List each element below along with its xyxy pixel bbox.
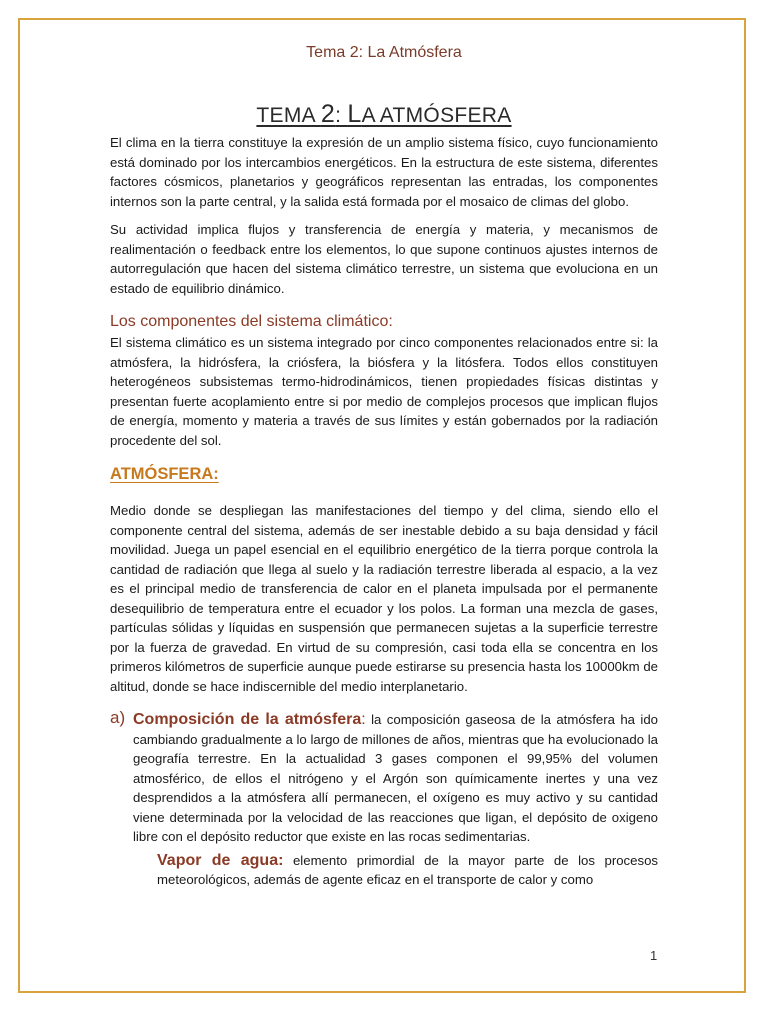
atmosfera-paragraph: Medio donde se despliegan las manifestaciones del tiempo y del clima, siendo ello el componente central del sistema, además de ser inestable debido a su baja densidad y fácil movilidad. Juega un papel esencial en el equilibrio energético de la tierra porque controla la cantidad de radiación que llega al suelo y la radiación terrestre liberada al espacio, a la vez es el principal medio de transferencia de calor en el planeta impulsada por el permanente desequilibrio de temperatura entre el ecuador y los polos. La forman una mezcla de gases, partículas sólidas y líquidas en suspensión que permanecen sujetas a la superficie terrestre por la fuerza de gravedad. En virtud de su compresión, casi toda ella se concentra en los primeros kilómetros de superficie aunque puede estirarse su presencia hasta los 10000km de altitud, donde se hace indiscernible del medio interplanetario. [110, 503, 658, 694]
components-heading: Los componentes del sistema climático: [110, 313, 393, 330]
list-marker-a: a) [110, 708, 126, 727]
composition-colon: : [361, 711, 366, 728]
title-number: 2 [320, 100, 336, 128]
vapor-paragraph [157, 851, 658, 890]
title-part2: : [335, 104, 348, 127]
components-paragraph: El sistema climático es un sistema integrado por cinco componentes relacionados entre si: la atmósfera, la hidrósfera, la criósfera, la biósfera y la litósfera. Todos ellos constituyen heterogéneos subsistemas termo-hidrodinámicos, tienen propiedades físicas distintas y presentan fuerte acoplamiento entre si por medio de complejos procesos que implican flujos de energía, momento y materia a través de sus límites y están gobernados por la radiación procedente del sol. [110, 335, 658, 448]
vapor-body: elemento primordial de la mayor parte de los procesos meteorológicos, además de agente eficaz en el transporte de calor y como [157, 852, 658, 887]
composition-paragraph [133, 710, 658, 847]
composition-term: Composición de la atmósfera [133, 711, 362, 728]
intro-paragraph-2: Su actividad implica flujos y transferencia de energía y materia, y mecanismos de realimentación o feedback entre los elementos, lo que supone continuos ajustes internos de autorregulación que hacen del sistema climático terrestre, un sistema que evoluciona en un estado de equilibrio dinámico. [110, 222, 658, 296]
vapor-term: Vapor de agua: [157, 851, 284, 869]
title-capital: L [347, 100, 362, 128]
running-header: Tema 2: La Atmósfera [306, 44, 462, 61]
page-number: 1 [650, 948, 658, 963]
title-part3: A ATMÓSFERA [361, 104, 512, 127]
composition-body: la composición gaseosa de la atmósfera ha ido cambiando gradualmente a lo largo de millones de años, mientras que ha evolucionado la geografía terrestre. En la actualidad 3 gases componen el 99,95% del volumen atmosférico, de ellos el nitrógeno y el Argón son químicamente inertes y una vez desprendidos a la atmósfera allí permanecen, el oxígeno es muy activo y su cantidad viene determinada por la velocidad de las reacciones que ligan, el depósito de oxigeno libre con el depósito reductor que existe en las rocas sedimentarias. [133, 712, 658, 844]
atmosfera-heading: ATMÓSFERA: [110, 465, 219, 483]
title-part1: TEMA [256, 104, 321, 127]
page-title [0, 100, 768, 129]
intro-paragraph-1: El clima en la tierra constituye la expresión de un amplio sistema físico, cuyo funcionamiento está dominado por los intercambios energéticos. En la estructura de este sistema, diferentes factores cósmicos, planetarios y geográficos representan las entradas, los componentes internos son la parte central, y la salida está formada por el mosaico de climas del globo. [110, 135, 658, 209]
vapor-item [110, 851, 658, 890]
document-body [110, 133, 658, 890]
list-item-a [110, 710, 658, 847]
